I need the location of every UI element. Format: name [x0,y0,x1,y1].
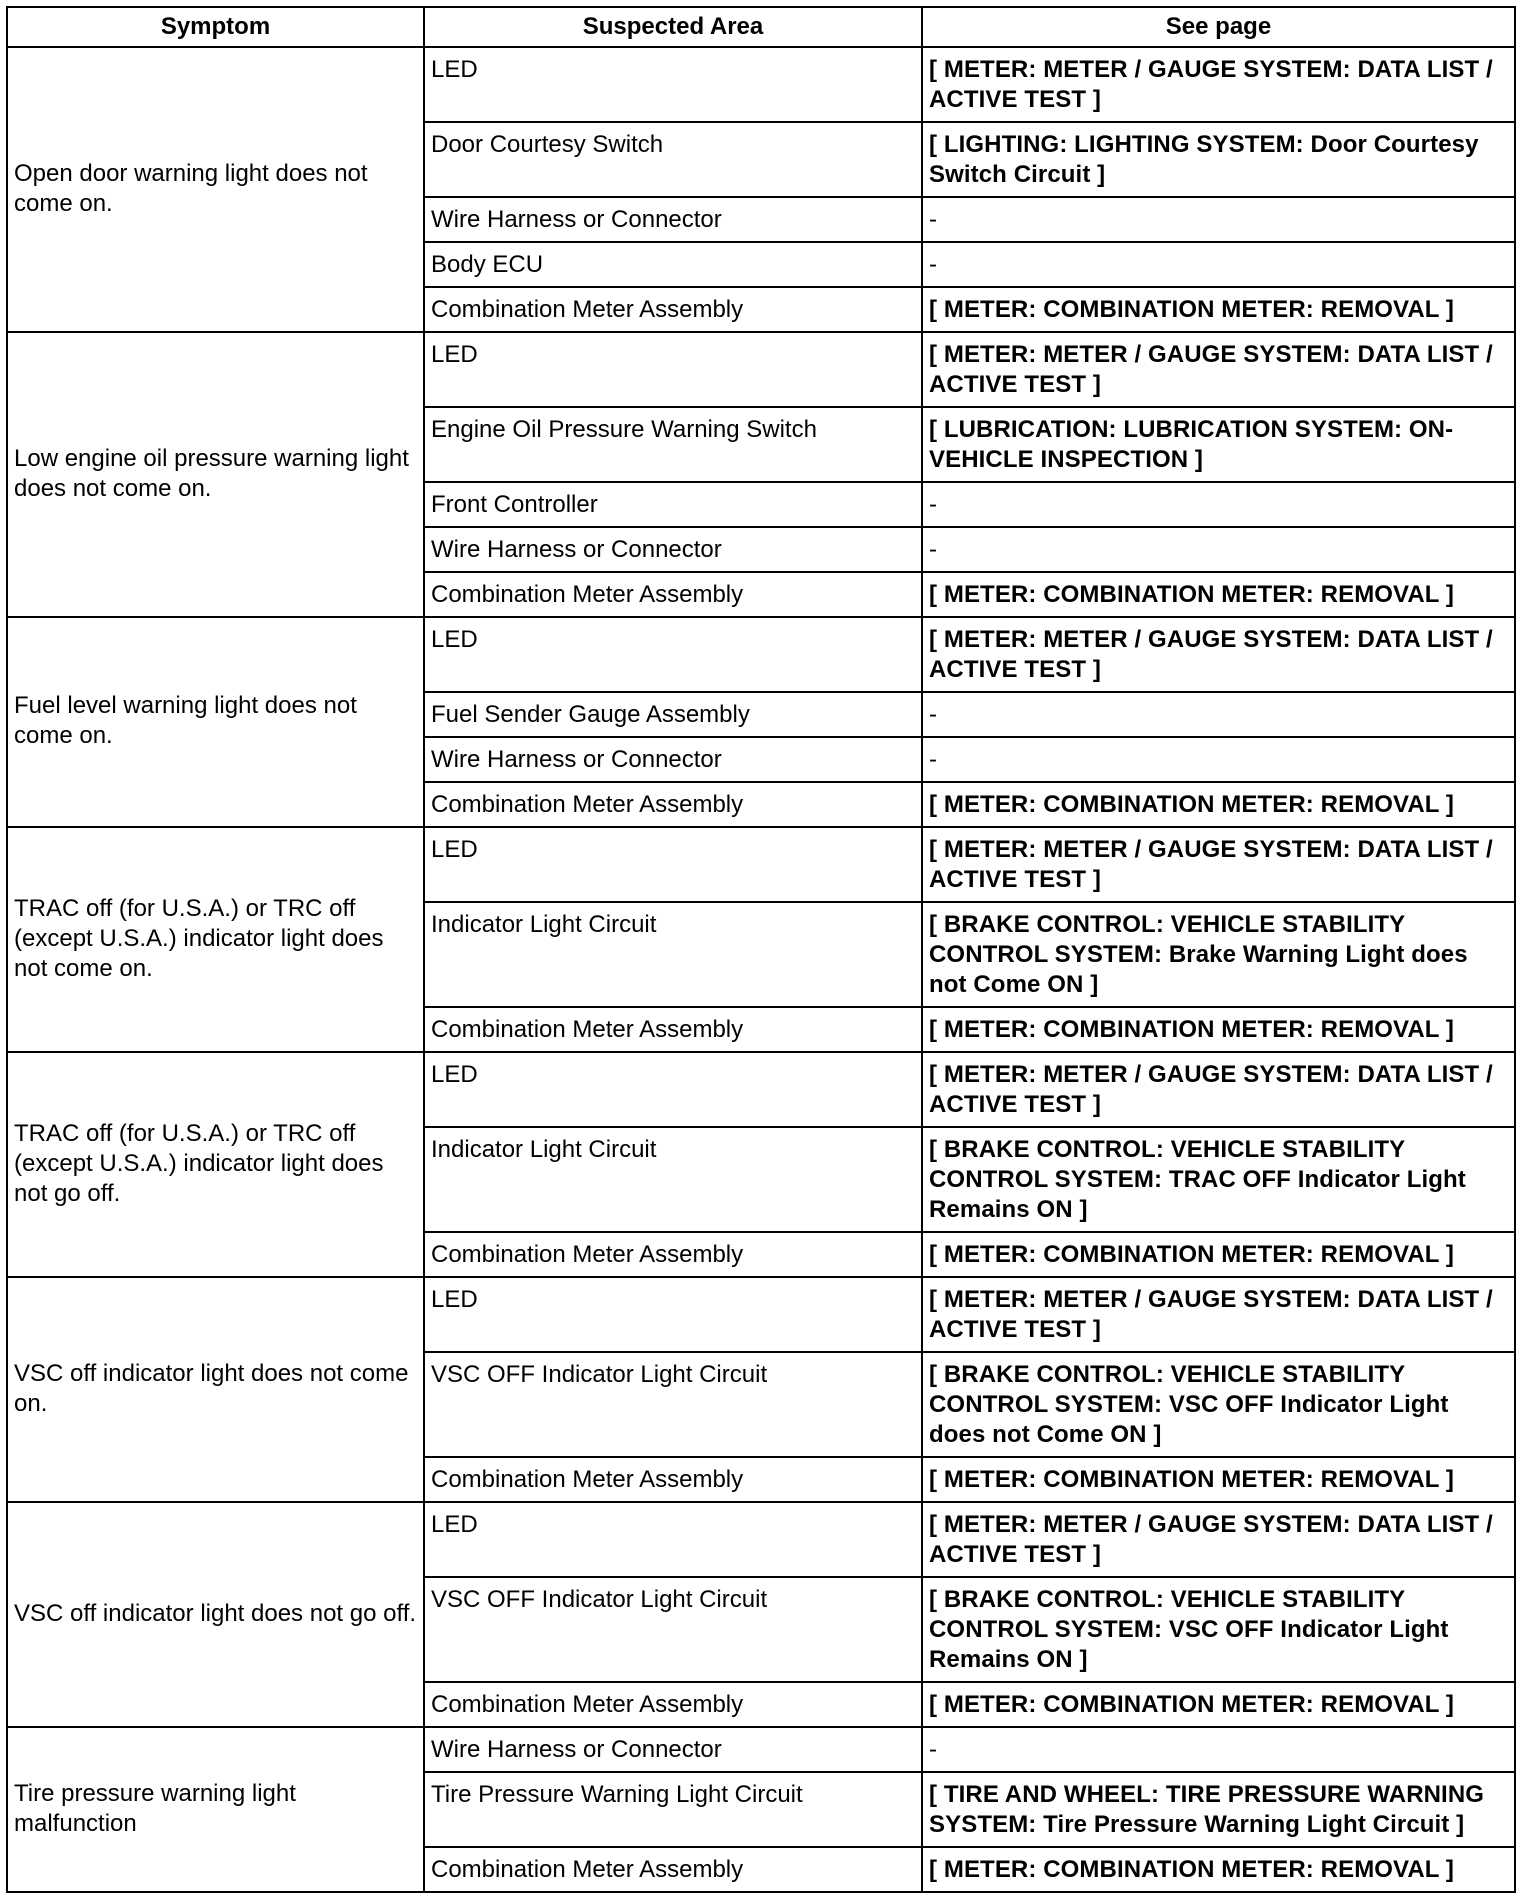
table-row [7,1052,1515,1127]
see-page-cell: - [922,737,1515,782]
suspected-area-cell: LED [424,332,922,407]
suspected-area-cell: LED [424,47,922,122]
symptom-cell: Fuel level warning light does not come on. [7,617,424,827]
header-symptom: Symptom [7,7,424,47]
table-row [7,827,1515,902]
suspected-area-cell: Door Courtesy Switch [424,122,922,197]
see-page-reference: [ TIRE AND WHEEL: TIRE PRESSURE WARNING SYSTEM: Tire Pressure Warning Light Circuit ] [922,1772,1515,1847]
see-page-reference: [ METER: COMBINATION METER: REMOVAL ] [922,1007,1515,1052]
header-suspected-area: Suspected Area [424,7,922,47]
see-page-reference: [ BRAKE CONTROL: VEHICLE STABILITY CONTROL SYSTEM: Brake Warning Light does not Come ON ] [922,902,1515,1007]
header-see-page: See page [922,7,1515,47]
table-row [7,332,1515,407]
see-page-reference: [ LUBRICATION: LUBRICATION SYSTEM: ON-VEHICLE INSPECTION ] [922,407,1515,482]
suspected-area-cell: LED [424,1502,922,1577]
suspected-area-cell: Front Controller [424,482,922,527]
suspected-area-cell: Combination Meter Assembly [424,572,922,617]
table-row [7,1502,1515,1577]
suspected-area-cell: Indicator Light Circuit [424,1127,922,1232]
symptom-cell: Open door warning light does not come on. [7,47,424,332]
suspected-area-cell: LED [424,1052,922,1127]
suspected-area-cell: Combination Meter Assembly [424,1847,922,1892]
table-row [7,1277,1515,1352]
see-page-reference: [ METER: COMBINATION METER: REMOVAL ] [922,1457,1515,1502]
symptom-cell: VSC off indicator light does not come on. [7,1277,424,1502]
see-page-reference: [ BRAKE CONTROL: VEHICLE STABILITY CONTROL SYSTEM: TRAC OFF Indicator Light Remains ON ] [922,1127,1515,1232]
header-row [7,7,1515,47]
see-page-reference: [ METER: METER / GAUGE SYSTEM: DATA LIST / ACTIVE TEST ] [922,332,1515,407]
suspected-area-cell: Engine Oil Pressure Warning Switch [424,407,922,482]
table-row [7,47,1515,122]
see-page-cell: - [922,527,1515,572]
see-page-cell: - [922,1727,1515,1772]
see-page-cell: - [922,242,1515,287]
symptom-cell: TRAC off (for U.S.A.) or TRC off (except U.S.A.) indicator light does not come on. [7,827,424,1052]
suspected-area-cell: Wire Harness or Connector [424,737,922,782]
see-page-reference: [ METER: METER / GAUGE SYSTEM: DATA LIST / ACTIVE TEST ] [922,1502,1515,1577]
see-page-reference: [ LIGHTING: LIGHTING SYSTEM: Door Courtesy Switch Circuit ] [922,122,1515,197]
suspected-area-cell: Combination Meter Assembly [424,1007,922,1052]
suspected-area-cell: LED [424,617,922,692]
see-page-cell: - [922,482,1515,527]
see-page-reference: [ METER: COMBINATION METER: REMOVAL ] [922,1232,1515,1277]
suspected-area-cell: LED [424,827,922,902]
symptom-cell: VSC off indicator light does not go off. [7,1502,424,1727]
see-page-reference: [ METER: COMBINATION METER: REMOVAL ] [922,1847,1515,1892]
suspected-area-cell: Combination Meter Assembly [424,1682,922,1727]
see-page-cell: - [922,197,1515,242]
see-page-reference: [ METER: METER / GAUGE SYSTEM: DATA LIST / ACTIVE TEST ] [922,827,1515,902]
suspected-area-cell: Wire Harness or Connector [424,527,922,572]
see-page-reference: [ BRAKE CONTROL: VEHICLE STABILITY CONTROL SYSTEM: VSC OFF Indicator Light Remains ON ] [922,1577,1515,1682]
see-page-reference: [ METER: METER / GAUGE SYSTEM: DATA LIST / ACTIVE TEST ] [922,47,1515,122]
see-page-reference: [ METER: METER / GAUGE SYSTEM: DATA LIST / ACTIVE TEST ] [922,1052,1515,1127]
symptom-cell: Tire pressure warning light malfunction [7,1727,424,1892]
suspected-area-cell: Wire Harness or Connector [424,1727,922,1772]
suspected-area-cell: Combination Meter Assembly [424,1457,922,1502]
see-page-reference: [ METER: METER / GAUGE SYSTEM: DATA LIST / ACTIVE TEST ] [922,1277,1515,1352]
suspected-area-cell: Combination Meter Assembly [424,1232,922,1277]
see-page-cell: - [922,692,1515,737]
see-page-reference: [ METER: METER / GAUGE SYSTEM: DATA LIST / ACTIVE TEST ] [922,617,1515,692]
see-page-reference: [ BRAKE CONTROL: VEHICLE STABILITY CONTROL SYSTEM: VSC OFF Indicator Light does not Come ON ] [922,1352,1515,1457]
table-row [7,1727,1515,1772]
see-page-reference: [ METER: COMBINATION METER: REMOVAL ] [922,287,1515,332]
see-page-reference: [ METER: COMBINATION METER: REMOVAL ] [922,1682,1515,1727]
see-page-reference: [ METER: COMBINATION METER: REMOVAL ] [922,782,1515,827]
suspected-area-cell: Body ECU [424,242,922,287]
table-row [7,617,1515,692]
suspected-area-cell: Combination Meter Assembly [424,782,922,827]
suspected-area-cell: VSC OFF Indicator Light Circuit [424,1352,922,1457]
see-page-reference: [ METER: COMBINATION METER: REMOVAL ] [922,572,1515,617]
suspected-area-cell: Indicator Light Circuit [424,902,922,1007]
suspected-area-cell: VSC OFF Indicator Light Circuit [424,1577,922,1682]
suspected-area-cell: Tire Pressure Warning Light Circuit [424,1772,922,1847]
suspected-area-cell: Wire Harness or Connector [424,197,922,242]
table-body [7,47,1515,1892]
symptom-cell: Low engine oil pressure warning light does not come on. [7,332,424,617]
problem-symptoms-table [6,6,1516,1893]
symptom-cell: TRAC off (for U.S.A.) or TRC off (except U.S.A.) indicator light does not go off. [7,1052,424,1277]
suspected-area-cell: Fuel Sender Gauge Assembly [424,692,922,737]
suspected-area-cell: LED [424,1277,922,1352]
suspected-area-cell: Combination Meter Assembly [424,287,922,332]
